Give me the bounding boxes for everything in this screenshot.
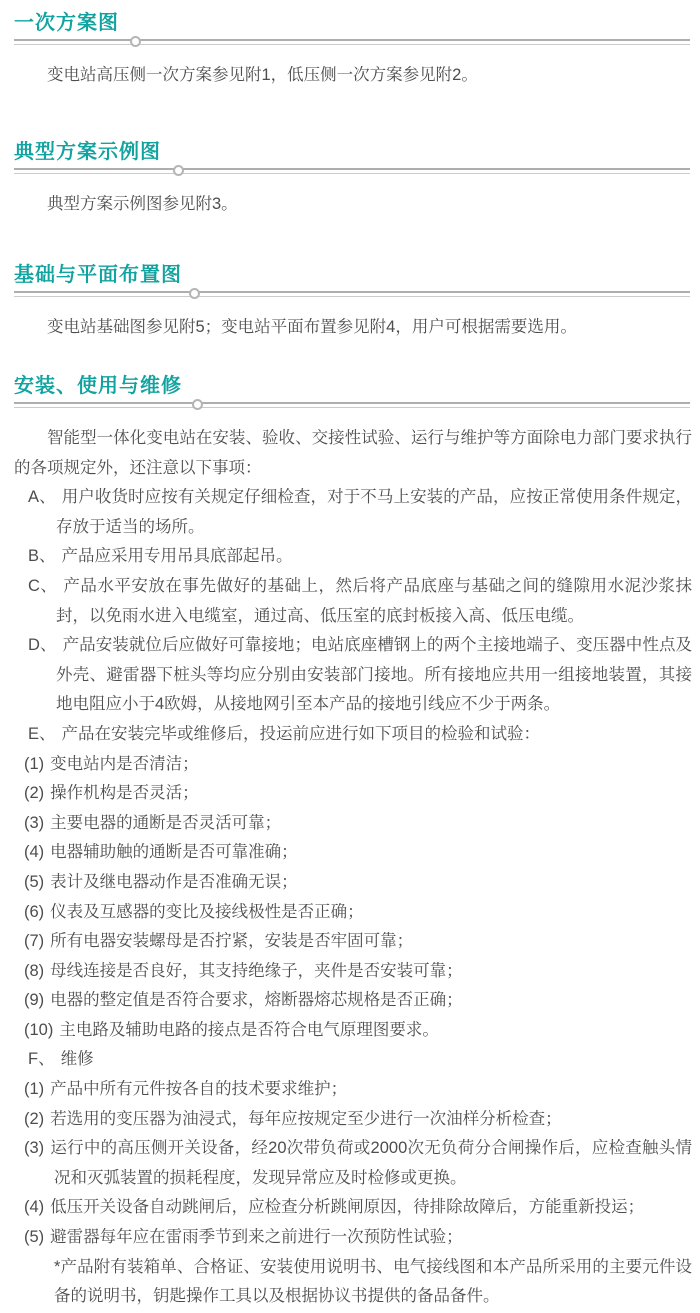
list-item: [14, 1016, 692, 1046]
section-divider: [14, 400, 690, 410]
list-item: [14, 927, 692, 957]
item-marker: (3): [24, 1139, 45, 1158]
list-item: [14, 809, 692, 839]
item-text: 所有电器安装螺母是否拧紧，安装是否牢固可靠；: [50, 932, 414, 951]
list-item: [14, 898, 692, 928]
item-text: 避雷器每年应在雷雨季节到来之前进行一次预防性试验；: [50, 1228, 463, 1247]
section-title: 典型方案示例图: [14, 141, 161, 163]
section-body-text: 变电站高压侧一次方案参见附1，低压侧一次方案参见附2。: [47, 66, 478, 84]
item-marker: (3): [24, 813, 45, 832]
list-item: [14, 542, 692, 572]
list-item: [14, 750, 692, 780]
item-text: 主要电器的通断是否灵活可靠；: [50, 813, 282, 832]
footnote-paragraph: *产品附有装箱单、合格证、安装使用说明书、电气接线图和本产品所采用的主要元件设备的说明书，钥匙操作工具以及根据协议书提供的备品备件。: [54, 1257, 692, 1306]
item-text: 主电路及辅助电路的接点是否符合电气原理图要求。: [59, 1020, 439, 1039]
item-text: 产品中所有元件按各自的技术要求维护；: [50, 1080, 348, 1099]
item-marker: (5): [24, 872, 45, 891]
section-title: 基础与平面布置图: [14, 264, 182, 286]
list-item: [14, 483, 692, 542]
section-divider: [14, 37, 690, 47]
list-item: [14, 957, 692, 987]
section-content: [14, 424, 692, 1312]
item-marker: (1): [24, 1080, 45, 1099]
divider-ring-icon: [192, 399, 203, 410]
item-marker: (9): [24, 991, 45, 1010]
section-install-use-maintain: [14, 375, 692, 1312]
list-item: [14, 572, 692, 631]
section-typical-example: [14, 141, 692, 219]
list-item: [14, 1075, 692, 1105]
item-text: 变电站内是否清洁；: [50, 754, 199, 773]
divider-line: [14, 296, 690, 297]
item-marker: (2): [24, 1109, 45, 1128]
item-marker: E、: [28, 724, 56, 743]
list-item: [14, 720, 692, 750]
section-divider: [14, 166, 690, 176]
item-marker: (2): [24, 784, 45, 803]
divider-line: [14, 402, 690, 404]
item-text: 用户收货时应按有关规定仔细检查，对于不马上安装的产品，应按正常使用条件规定，存放于适当的场所。: [56, 488, 692, 536]
item-text: 电器辅助触的通断是否可靠准确；: [50, 843, 298, 862]
item-marker: (4): [24, 1198, 45, 1217]
section-body-text: 典型方案示例图参见附3。: [47, 195, 238, 213]
divider-line: [14, 173, 690, 174]
section-primary-scheme: [14, 12, 692, 90]
item-text: 表计及继电器动作是否准确无误；: [50, 872, 298, 891]
divider-ring-icon: [173, 165, 184, 176]
item-text: 产品在安装完毕或维修后，投运前应进行如下项目的检验和试验：: [61, 724, 541, 743]
item-text: 仪表及互感器的变比及接线极性是否正确；: [50, 902, 364, 921]
divider-line: [14, 44, 690, 45]
item-marker: A、: [28, 488, 56, 507]
item-text: 维修: [60, 1050, 94, 1069]
item-text: 若选用的变压器为油浸式，每年应按规定至少进行一次油样分析检查；: [50, 1109, 562, 1128]
item-text: 电器的整定值是否符合要求，熔断器熔芯规格是否正确；: [50, 991, 463, 1010]
list-item: [14, 1223, 692, 1253]
list-item: [14, 868, 692, 898]
section-title: 一次方案图: [14, 12, 119, 34]
item-text: 产品水平安放在事先做好的基础上，然后将产品底座与基础之间的缝隙用水泥沙浆抹封，以免雨水进入电缆室，通过高、低压室的底封板接入高、低压电缆。: [56, 576, 692, 625]
list-item: [14, 779, 692, 809]
item-text: 运行中的高压侧开关设备，经20次带负荷或2000次无负荷分合闸操作后，应检查触头情况和灭弧装置的损耗程度，发现异常应及时检修或更换。: [50, 1139, 692, 1187]
item-text: 产品安装就位后应做好可靠接地；电站底座槽钢上的两个主接地端子、变压器中性点及外壳、避雷器下桩头等均应分别由安装部门接地。所有接地应共用一组接地装置，其接地电阻应小于4欧姆，从接地网引至本产品的接地引线应不少于两条。: [56, 636, 693, 714]
list-item: [14, 1134, 692, 1193]
list-item: [14, 1105, 692, 1135]
item-marker: (5): [24, 1228, 45, 1247]
list-item: [14, 631, 692, 720]
item-text: 母线连接是否良好，其支持绝缘子，夹件是否安装可靠；: [50, 961, 463, 980]
section-body-text: 变电站基础图参见附5；变电站平面布置参见附4，用户可根据需要选用。: [47, 318, 577, 336]
item-text: 产品应采用专用吊具底部起吊。: [61, 547, 293, 566]
item-marker: (6): [24, 902, 45, 921]
section-title: 安装、使用与维修: [14, 375, 182, 397]
list-item: [14, 838, 692, 868]
divider-line: [14, 407, 690, 408]
item-marker: B、: [28, 547, 56, 566]
divider-line: [14, 39, 690, 41]
divider-line: [14, 168, 690, 170]
item-marker: C、: [28, 576, 58, 595]
item-marker: (10): [24, 1020, 54, 1039]
list-item: [14, 986, 692, 1016]
intro-paragraph: 智能型一体化变电站在安装、验收、交接性试验、运行与维护等方面除电力部门要求执行的各项规定外，还注意以下事项：: [14, 429, 692, 477]
item-marker: (8): [24, 961, 45, 980]
divider-line: [14, 291, 690, 293]
item-marker: D、: [28, 636, 57, 655]
divider-ring-icon: [189, 288, 200, 299]
list-item: [14, 1193, 692, 1223]
divider-ring-icon: [130, 36, 141, 47]
item-text: 低压开关设备自动跳闸后，应检查分析跳闸原因，待排除故障后，方能重新投运；: [50, 1198, 645, 1217]
item-text: 操作机构是否灵活；: [50, 784, 199, 803]
section-divider: [14, 289, 690, 299]
item-marker: (7): [24, 932, 45, 951]
list-item: [14, 1045, 692, 1075]
item-marker: (1): [24, 754, 45, 773]
item-marker: F、: [28, 1050, 55, 1069]
item-marker: (4): [24, 843, 45, 862]
section-foundation-layout: [14, 264, 692, 342]
